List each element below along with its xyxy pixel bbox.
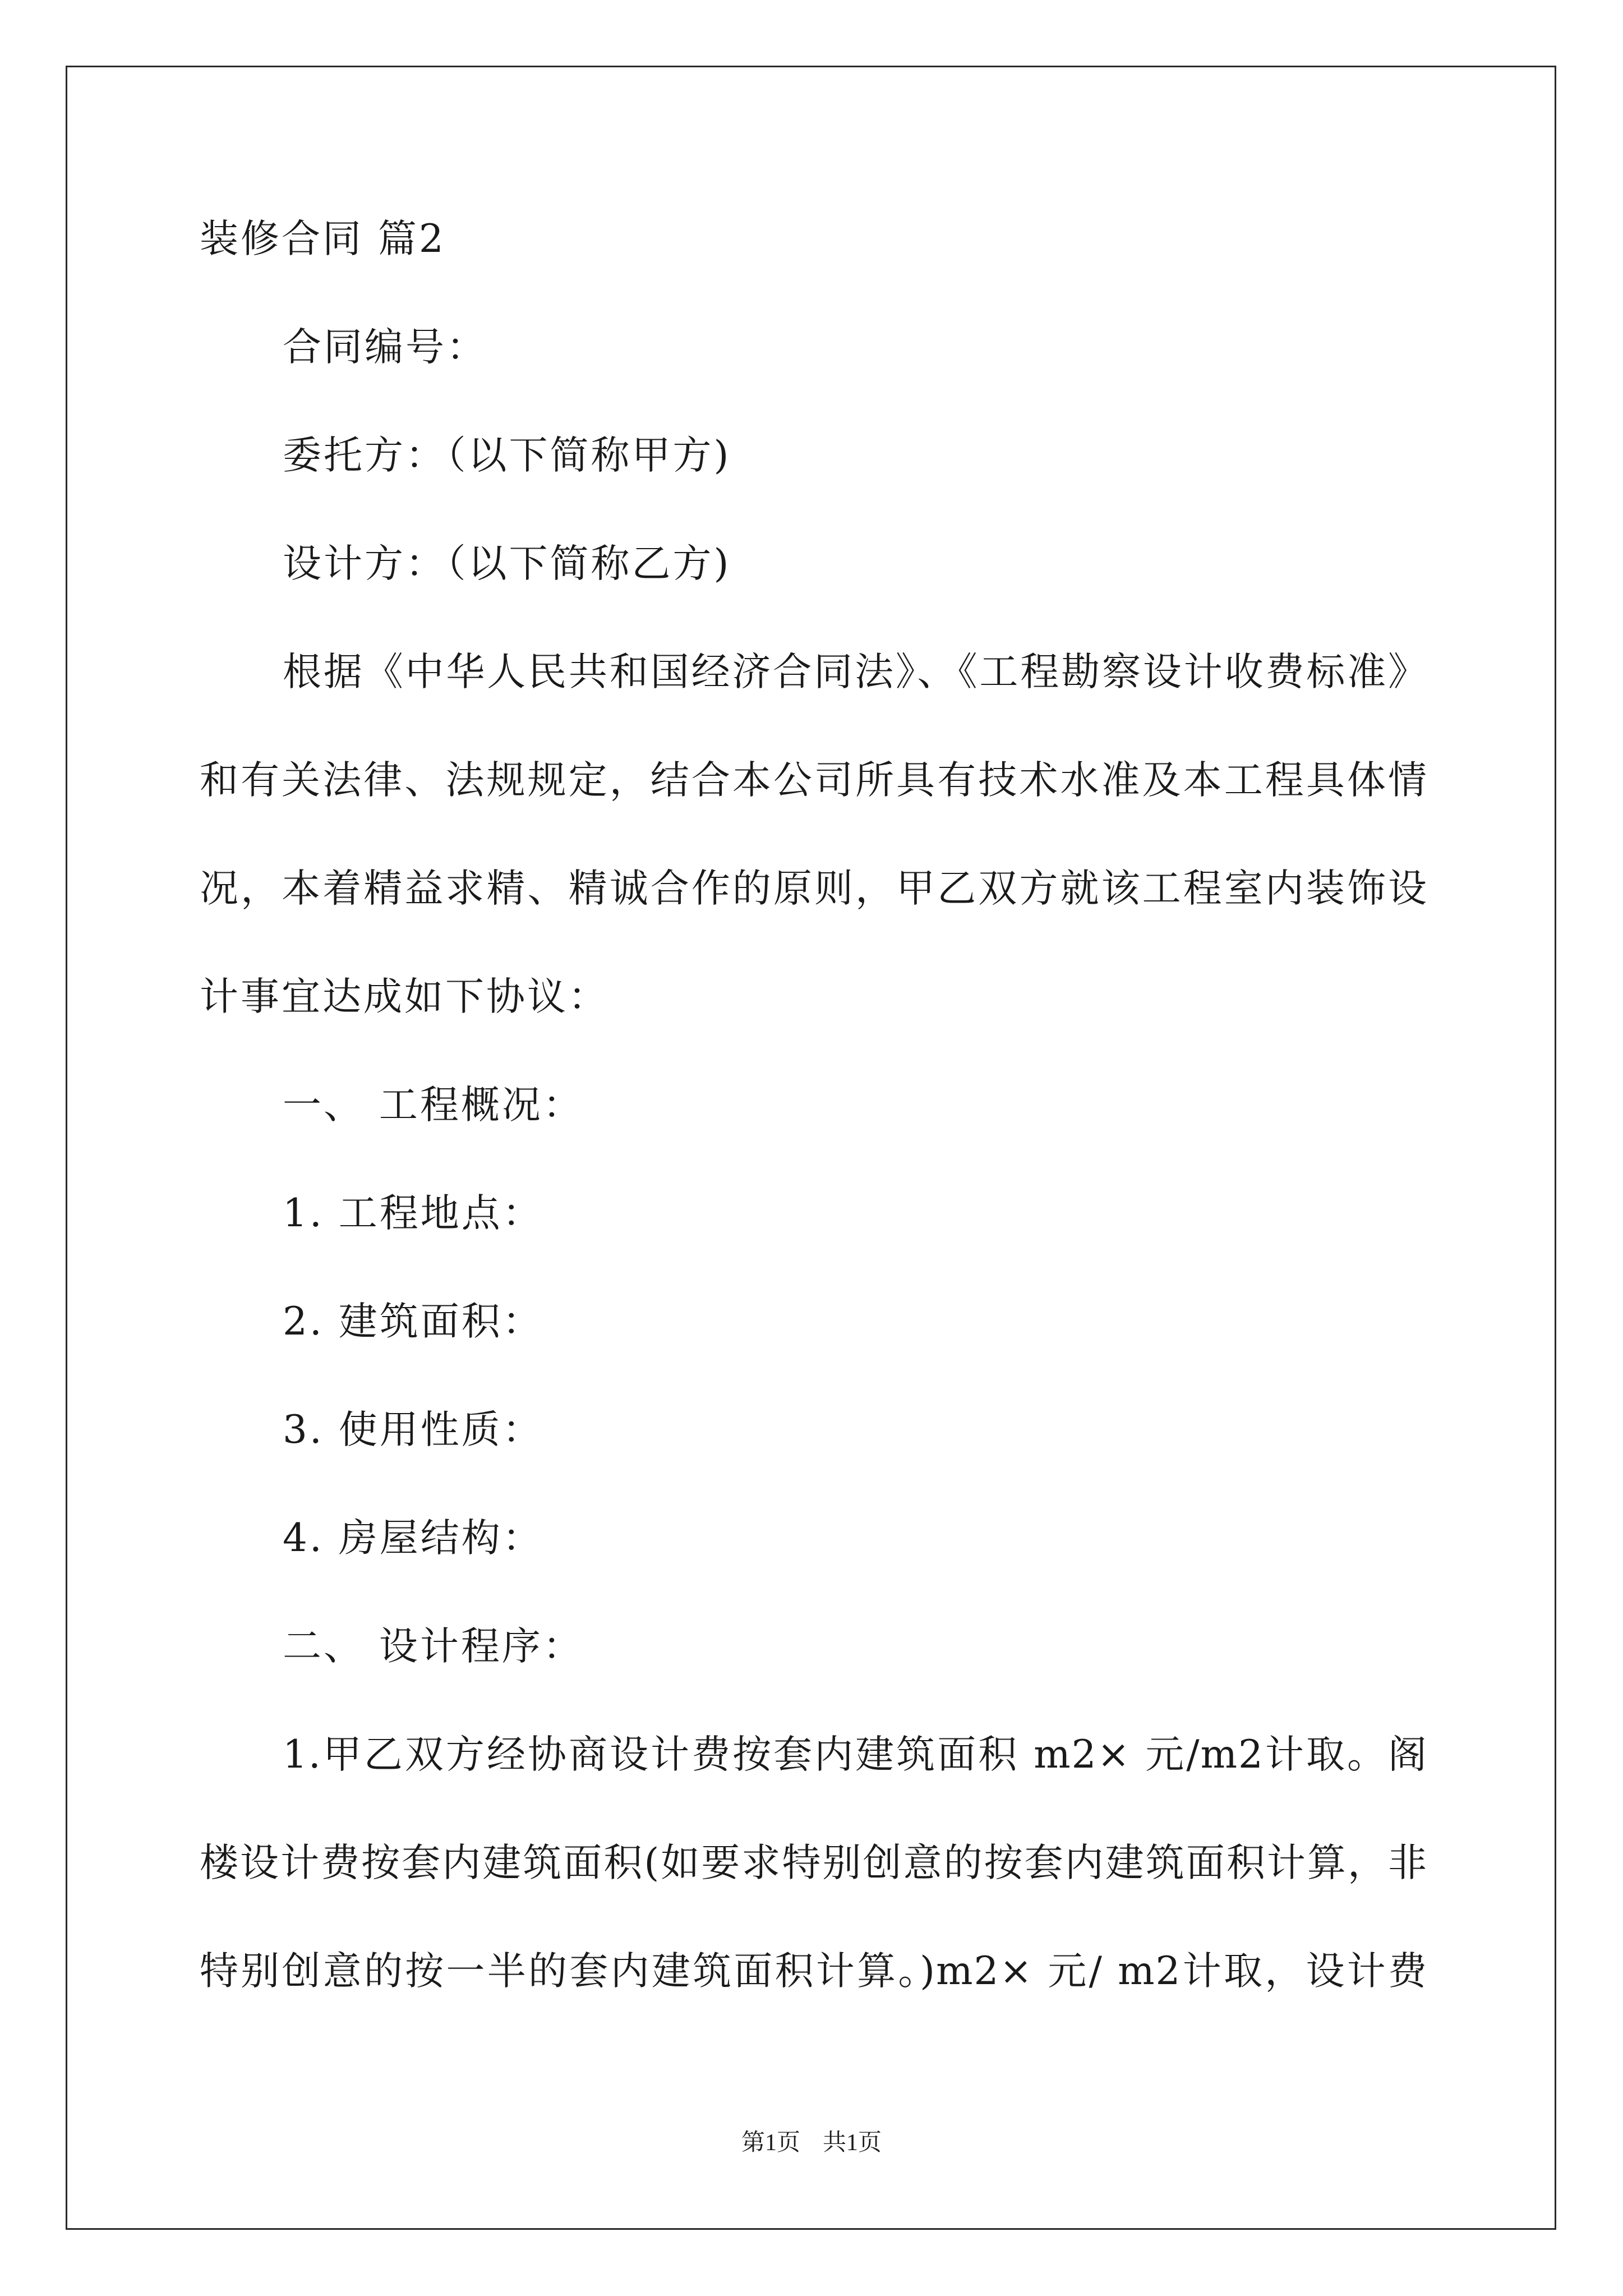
section-heading-procedure: 二、 设计程序： [283, 1624, 584, 1669]
intro-paragraph [200, 646, 1428, 1023]
overview-item: 2. 建筑面积： [283, 1299, 543, 1344]
intro-line: 根据《中华人民共和国经济合同法》、《工程勘察设计收费标准》 [283, 650, 1428, 694]
overview-item: 1. 工程地点： [283, 1191, 543, 1236]
clause-line: 特别创意的按一半的套内建筑面积计算。)m2× 元/ m2计取，设计费 [200, 1949, 1428, 1994]
document-title: 装修合同 篇2 [200, 217, 446, 261]
page-total: 共1页 [823, 2130, 882, 2156]
overview-item: 4. 房屋结构： [283, 1516, 543, 1561]
overview-item: 3. 使用性质： [283, 1407, 543, 1452]
page-number: 第1页 [741, 2130, 800, 2156]
intro-line: 和有关法律、法规规定，结合本公司所具有技术水准及本工程具体情 [200, 758, 1428, 803]
intro-line: 计事宜达成如下协议： [200, 974, 609, 1019]
designer-party-line: 设计方：（以下简称乙方) [283, 541, 731, 586]
page-footer [0, 2129, 1623, 2157]
clause-line: 1.甲乙双方经协商设计费按套内建筑面积 m2× 元/m2计取。阁 [283, 1732, 1428, 1777]
clause-line: 楼设计费按套内建筑面积(如要求特别创意的按套内建筑面积计算，非 [200, 1841, 1428, 1885]
client-party-line: 委托方：（以下简称甲方) [283, 433, 731, 478]
intro-line: 况，本着精益求精、精诚合作的原则，甲乙双方就该工程室内装饰设 [200, 866, 1428, 911]
section-heading-overview: 一、 工程概况： [283, 1083, 584, 1128]
contract-number-line: 合同编号： [283, 325, 487, 370]
fee-clause-paragraph [200, 1729, 1428, 1998]
document-body [200, 213, 1428, 2054]
